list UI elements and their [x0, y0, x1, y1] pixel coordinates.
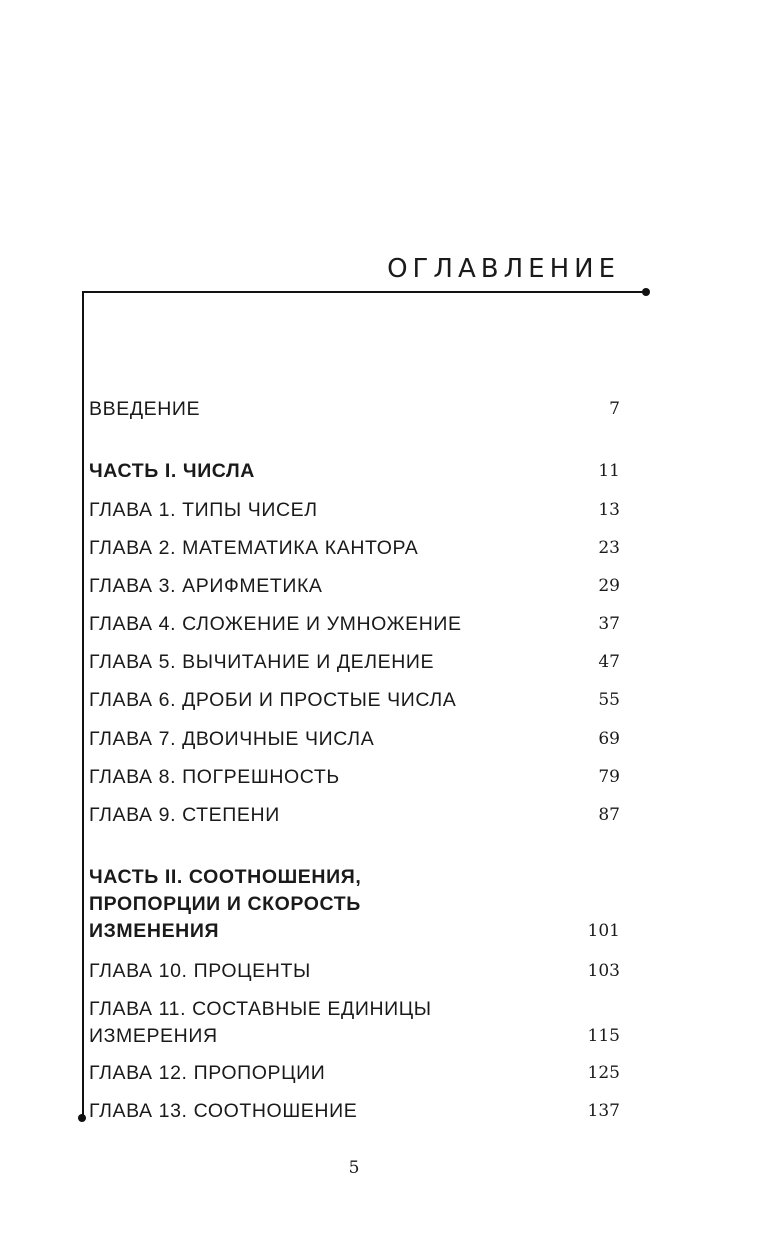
- toc-entry-chapter-3[interactable]: [89, 573, 620, 600]
- toc-entry-chapter-5[interactable]: [89, 649, 620, 676]
- toc-entry-chapter-8[interactable]: [89, 764, 620, 791]
- toc-entry-page: 37: [598, 614, 620, 634]
- heading-rule-dot: [642, 288, 650, 296]
- toc-entry-chapter-6[interactable]: [89, 687, 620, 714]
- toc-entry-page: 69: [598, 729, 620, 749]
- toc-entry-chapter-7[interactable]: [89, 726, 620, 753]
- toc-entry-label: ЧАСТЬ II. СООТНОШЕНИЯ, ПРОПОРЦИИ И СКОРОСТЬ ИЗМЕНЕНИЯ: [89, 866, 362, 942]
- toc-entry-label: ГЛАВА 10. ПРОЦЕНТЫ: [89, 960, 311, 982]
- toc-entry-page: 23: [598, 538, 620, 558]
- toc-entry-label: ГЛАВА 11. СОСТАВНЫЕ ЕДИНИЦЫ ИЗМЕРЕНИЯ: [89, 998, 432, 1047]
- toc-entry-part-2[interactable]: [89, 864, 620, 945]
- toc-entry-label: ГЛАВА 12. ПРОПОРЦИИ: [89, 1062, 326, 1084]
- toc-entry-page: 47: [598, 652, 620, 672]
- toc-entry-page: 115: [587, 1026, 620, 1046]
- toc-entry-chapter-13[interactable]: [89, 1098, 620, 1125]
- toc-entry-label: ГЛАВА 1. ТИПЫ ЧИСЕЛ: [89, 499, 318, 521]
- toc-entry-page: 55: [598, 690, 620, 710]
- toc-side-rule-dot: [78, 1114, 86, 1122]
- toc-entry-introduction[interactable]: [89, 396, 620, 423]
- toc-entry-label: ГЛАВА 4. СЛОЖЕНИЕ И УМНОЖЕНИЕ: [89, 613, 462, 635]
- toc-entry-chapter-4[interactable]: [89, 611, 620, 638]
- toc-entry-chapter-10[interactable]: [89, 958, 620, 985]
- toc-entry-page: 103: [587, 961, 620, 981]
- toc-entry-chapter-12[interactable]: [89, 1060, 620, 1087]
- toc-entry-label: ЧАСТЬ I. ЧИСЛА: [89, 460, 255, 482]
- toc-entry-page: 79: [598, 767, 620, 787]
- toc-entry-page: 7: [609, 399, 620, 419]
- toc-entry-chapter-9[interactable]: [89, 802, 620, 829]
- toc-entry-page: 137: [587, 1101, 620, 1121]
- toc-entry-label: ГЛАВА 13. СООТНОШЕНИЕ: [89, 1100, 358, 1122]
- page-number: 5: [348, 1158, 360, 1178]
- toc-entry-page: 101: [587, 921, 620, 941]
- toc-entry-chapter-1[interactable]: [89, 497, 620, 524]
- toc-entry-label: ГЛАВА 9. СТЕПЕНИ: [89, 804, 280, 826]
- toc-entry-label: ГЛАВА 2. МАТЕМАТИКА КАНТОРА: [89, 537, 419, 559]
- toc-entry-page: 87: [598, 805, 620, 825]
- toc-side-rule: [82, 291, 84, 1119]
- toc-entry-chapter-11[interactable]: [89, 996, 620, 1050]
- toc-entry-label: ГЛАВА 3. АРИФМЕТИКА: [89, 575, 323, 597]
- toc-entry-page: 13: [598, 500, 620, 520]
- toc-entry-label: ГЛАВА 5. ВЫЧИТАНИЕ И ДЕЛЕНИЕ: [89, 651, 435, 673]
- heading-rule: [82, 291, 647, 293]
- toc-entry-page: 11: [598, 461, 620, 481]
- toc-entry-label: ГЛАВА 7. ДВОИЧНЫЕ ЧИСЛА: [89, 728, 375, 750]
- toc-entry-label: ГЛАВА 6. ДРОБИ И ПРОСТЫЕ ЧИСЛА: [89, 689, 457, 711]
- toc-entry-label: ГЛАВА 8. ПОГРЕШНОСТЬ: [89, 766, 340, 788]
- toc-heading: ОГЛАВЛЕНИЕ: [387, 254, 620, 284]
- toc-entry-page: 29: [598, 576, 620, 596]
- toc-entry-page: 125: [587, 1063, 620, 1083]
- toc-entry-label: ВВЕДЕНИЕ: [89, 398, 201, 420]
- toc-entry-part-1[interactable]: [89, 458, 620, 485]
- toc-entry-chapter-2[interactable]: [89, 535, 620, 562]
